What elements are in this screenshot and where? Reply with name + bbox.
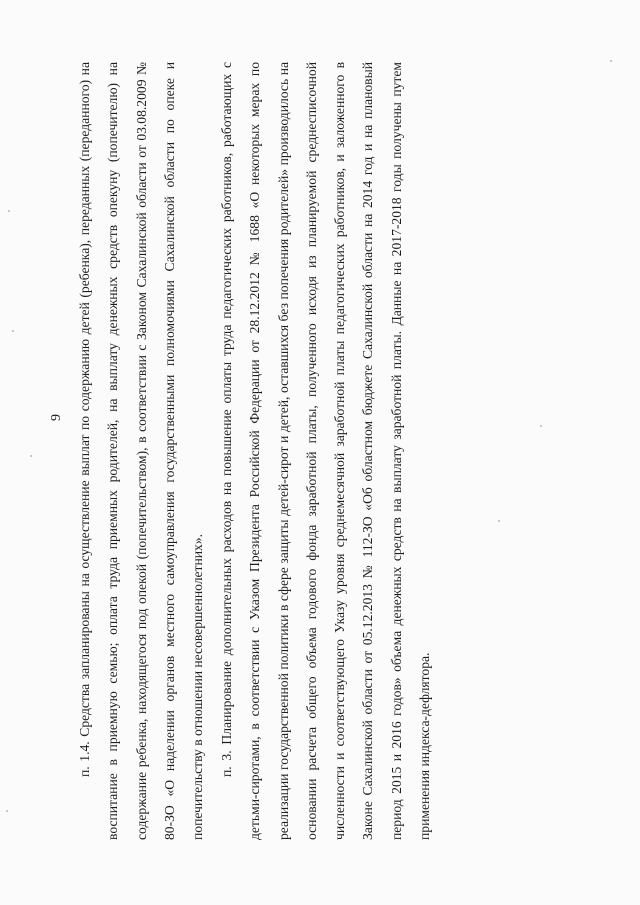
paragraph-3: п. 3. Планирование дополнительных расходов на повышение оплаты труда педагогических работников, работающих с детьми-сиротами, в соответствии с Указом Президента Российской Федерации от 28.12.2012 № 1688 «О некоторых мерах по реализации государственной политики в сфере защиты детей-сирот и детей, оставшихся без попечения родителей» производилось на основании расчета общего объема годового фонда заработной платы, полученного исходя из планируемой среднесписочной численности и соответствующего Указу уровня среднемесячной заработной платы педагогических работников, и заложенного в Законе Сахалинской области от 05.12.2013 № 112-ЗО «Об областном бюджете Сахалинской области на 2014 год и на плановый период 2015 и 2016 годов» объема денежных средств на выплату заработной платы. Данные на 2017-2018 годы получены путем применения индекса-дефлятора. bbox=[219, 62, 433, 840]
scan-speck bbox=[6, 810, 8, 812]
rotated-document-page bbox=[47, 0, 467, 860]
page-number: 9 bbox=[49, 414, 64, 421]
scan-speck bbox=[8, 210, 10, 212]
scan-speck bbox=[30, 455, 32, 457]
scan-speck bbox=[498, 520, 500, 522]
scan-speck bbox=[610, 60, 612, 62]
paragraph-1-4: п. 1.4. Средства запланированы на осуществление выплат по содержанию детей (ребенка), переданных (переданного) на воспитание в приемную семью; оплата труда приемных родителей, на выплату денежных средств опекуну (попечителю) на содержание ребенка, находящегося под опекой (попечительством), в соответствии с Законом Сахалинской области от 03.08.2009 № 80-ЗО «О наделении органов местного самоуправления государственными полномочиями Сахалинской области по опеке и попечительству в отношении несовершеннолетних». bbox=[77, 62, 206, 840]
scan-speck bbox=[540, 425, 542, 427]
scan-speck bbox=[12, 330, 14, 332]
